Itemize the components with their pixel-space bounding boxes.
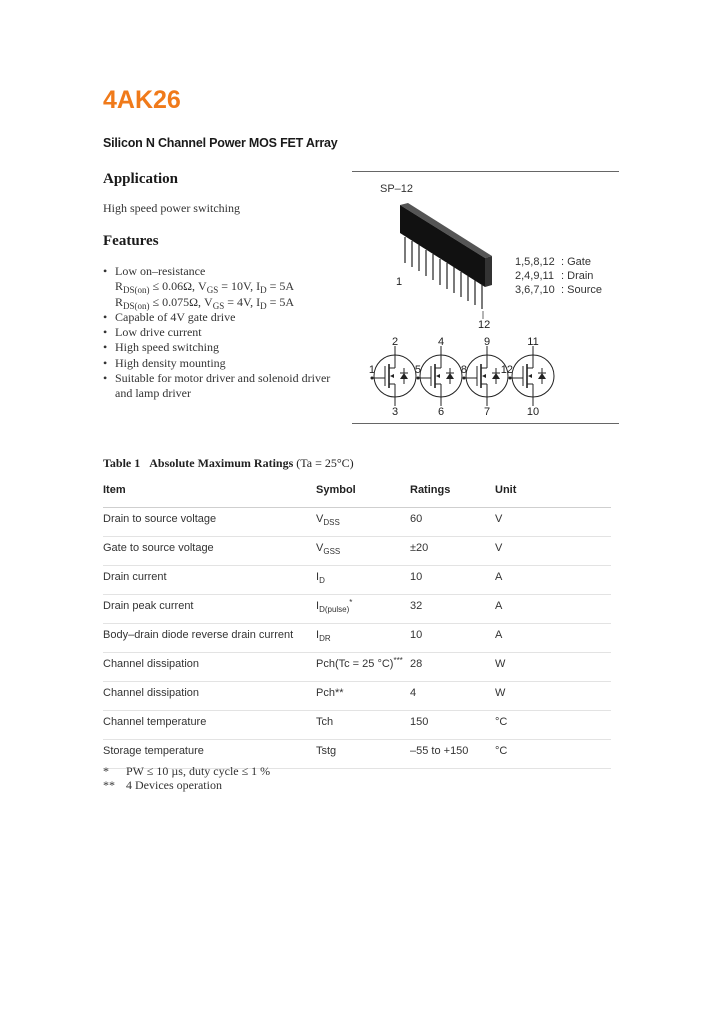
- cell-item: Channel dissipation: [103, 658, 200, 670]
- table-caption: Table 1 Absolute Maximum Ratings (Ta = 25°C): [103, 456, 354, 470]
- cell-item: Drain to source voltage: [103, 513, 217, 525]
- feature-item: • Low drive current: [103, 325, 202, 340]
- cell-item: Drain current: [103, 571, 167, 583]
- cell-symbol: Tstg: [316, 745, 337, 757]
- cell-item: Body–drain diode reverse drain current: [103, 629, 294, 641]
- cell-rating: 60: [410, 513, 423, 525]
- mosfet-symbol: [415, 336, 462, 418]
- pin-assignment: [515, 255, 602, 297]
- pin-row-source: 3,6,7,10 : Source: [515, 284, 602, 296]
- feature-item: • Capable of 4V gate drive: [103, 309, 236, 324]
- footnotes: [103, 764, 270, 792]
- cell-unit: A: [495, 571, 503, 583]
- schematic-drain-label: 11: [527, 336, 539, 348]
- ratings-table: [103, 479, 611, 769]
- schematic-gate-label: 12: [500, 364, 513, 376]
- application-heading: Application: [103, 171, 179, 187]
- feature-item: • Low on–resistance: [103, 264, 206, 278]
- cell-unit: A: [495, 600, 503, 612]
- schematic-source-label: 3: [391, 406, 399, 418]
- schematic-drain-label: 9: [483, 336, 491, 348]
- cell-symbol: $I_D$: [316, 571, 325, 585]
- cell-item: Gate to source voltage: [103, 542, 214, 554]
- schematic-source-label: 10: [526, 406, 540, 418]
- cell-unit: °C: [495, 745, 508, 757]
- package-pin-last: 12: [478, 319, 491, 331]
- schematic-gate-label: 1: [368, 364, 375, 376]
- schematic-drain-label: 2: [391, 336, 399, 348]
- features-list: [103, 264, 343, 402]
- cell-unit: W: [495, 687, 506, 699]
- feature-item: $R_{DS(on)} \le 0.06\Omega$, $V_{GS} = 10V$, $I_D = 5A$: [115, 279, 295, 296]
- header-symbol: Symbol: [316, 484, 356, 496]
- cell-rating: –55 to +150: [410, 745, 469, 757]
- schematic-source-label: 7: [483, 406, 491, 418]
- table-row: [103, 566, 611, 595]
- cell-unit: V: [495, 513, 503, 525]
- cell-symbol: $I_{DR}$: [316, 629, 331, 643]
- schematic-gate-label: 5: [414, 364, 421, 376]
- feature-item: • Suitable for motor driver and solenoid driver: [103, 371, 331, 386]
- cell-unit: A: [495, 629, 503, 641]
- cell-symbol: $I_{D(pulse)}^*$: [316, 598, 353, 614]
- cell-symbol: Pch**: [316, 687, 344, 699]
- package-end-face: [485, 256, 492, 287]
- table-row: [103, 595, 611, 624]
- cell-symbol: $V_{GSS}$: [316, 542, 341, 556]
- cell-rating: 4: [410, 687, 417, 699]
- table-row: [103, 711, 611, 740]
- schematic-source-label: 6: [437, 406, 445, 418]
- schematic-drain-label: 4: [437, 336, 445, 348]
- application-text: High speed power switching: [103, 201, 240, 215]
- table-row: [103, 624, 611, 653]
- header-ratings: Ratings: [410, 484, 451, 496]
- cell-symbol: Pch(Tc = 25 °C)***: [316, 656, 403, 670]
- pin-row-drain: 2,4,9,11 : Drain: [515, 270, 594, 282]
- header-unit: Unit: [495, 484, 517, 496]
- mosfet-symbols-svg: [352, 336, 619, 418]
- feature-item: • High speed switching: [103, 340, 219, 355]
- cell-item: Channel temperature: [103, 716, 207, 728]
- table-row: [103, 537, 611, 566]
- feature-item: and lamp driver: [115, 386, 191, 401]
- cell-rating: ±20: [410, 542, 429, 554]
- cell-symbol: Tch: [316, 716, 334, 728]
- mosfet-symbol: [369, 336, 416, 418]
- footnote: * PW ≤ 10 µs, duty cycle ≤ 1 %: [103, 764, 271, 778]
- cell-rating: 10: [410, 571, 423, 583]
- table-row: [103, 682, 611, 711]
- feature-item: $R_{DS(on)} \le 0.075\Omega$, $V_{GS} = 4V$, $I_D = 5A$: [115, 294, 295, 311]
- cell-item: Channel dissipation: [103, 687, 200, 699]
- cell-symbol: $V_{DSS}$: [316, 513, 340, 527]
- package-name: SP–12: [380, 183, 414, 195]
- package-pin-first: 1: [396, 276, 403, 288]
- table-body: [103, 508, 611, 769]
- cell-unit: V: [495, 542, 503, 554]
- feature-item: • High density mounting: [103, 355, 226, 370]
- table-row: [103, 653, 611, 682]
- mosfet-symbol: [461, 336, 508, 418]
- table-header-row: [103, 479, 611, 508]
- footnote: ** 4 Devices operation: [103, 778, 222, 792]
- header-item: Item: [103, 484, 126, 496]
- cell-rating: 10: [410, 629, 423, 641]
- cell-unit: W: [495, 658, 506, 670]
- part-number-title: 4AK26: [103, 86, 181, 114]
- table-row: [103, 508, 611, 537]
- cell-rating: 32: [410, 600, 423, 612]
- cell-unit: °C: [495, 716, 508, 728]
- features-heading: Features: [103, 233, 159, 249]
- cell-rating: 28: [410, 658, 423, 670]
- mosfet-schematics: [352, 336, 619, 418]
- cell-item: Drain peak current: [103, 600, 194, 612]
- schematic-gate-label: 8: [460, 364, 467, 376]
- cell-rating: 150: [410, 716, 429, 728]
- pin-row-gate: 1,5,8,12 : Gate: [515, 256, 591, 268]
- cell-item: Storage temperature: [103, 745, 204, 757]
- mosfet-symbol: [501, 336, 554, 418]
- device-subtitle: Silicon N Channel Power MOS FET Array: [103, 136, 338, 150]
